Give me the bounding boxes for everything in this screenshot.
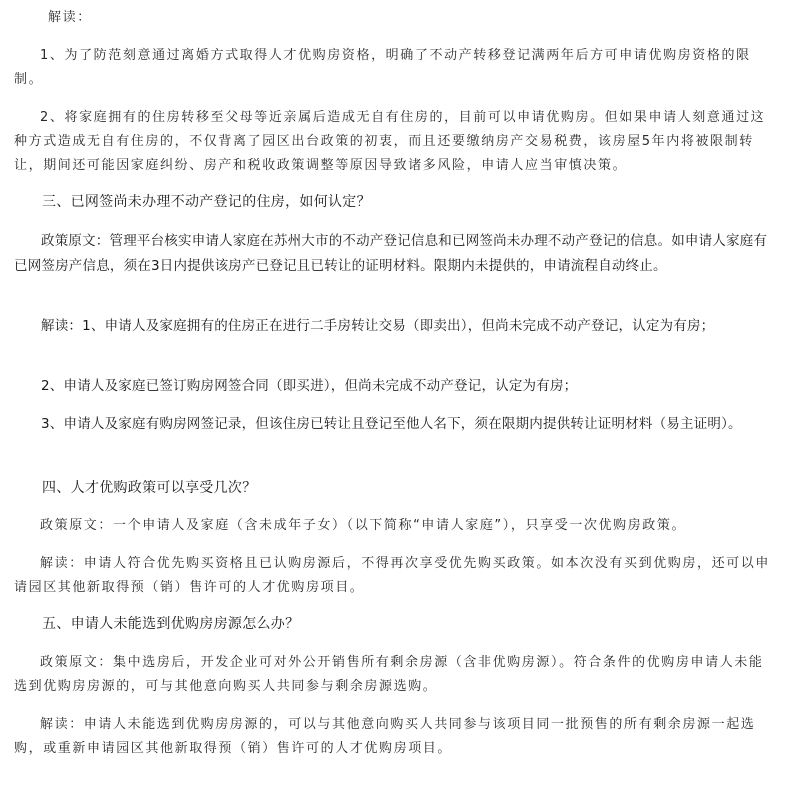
section-4-policy-text: 政策原文：一个申请人及家庭（含未成年子女）（以下简称“申请人家庭”），只享受一次优购房政策。 [40,518,687,533]
section-5-reading: 解读：申请人未能选到优购房房源的，可以与其他意向购买人共同参与该项目同一批预售的所有剩余房源一起选购，或重新申请园区其他新取得预（销）售许可的人才优购房项目。 [14,717,756,756]
section-3-policy-text: 政策原文：管理平台核实申请人家庭在苏州大市的不动产登记信息和已网签尚未办理不动产登记的信息。如申请人家庭有已网签房产信息，须在3日内提供该房产已登记且已转让的证明材料。限期内未提供的，申请流程自动终止。 [14,233,768,274]
section-3-heading: 三、已网签尚未办理不动产登记的住房，如何认定？ [42,194,371,210]
reading-item-1: 1、为了防范刻意通过离婚方式取得人才优购房资格，明确了不动产转移登记满两年后方可申请优购房资格的限制。 [14,48,751,87]
section-4-heading: 四、人才优购政策可以享受几次？ [42,480,257,496]
section-3-reading-3: 3、申请人及家庭有购房网签记录，但该住房已转让且登记至他人名下，须在限期内提供转让证明材料（易主证明）。 [41,416,742,432]
reading-item-2: 2、将家庭拥有的住房转移至父母等近亲属后造成无自有住房的，目前可以申请优购房。但如果申请人刻意通过这种方式造成无自有住房的，不仅背离了园区出台政策的初衷，而且还要缴纳房产交易税费，该房屋5年内将被限制转让，期间还可能因家庭纠纷、房产和税收政策调整等原因导致诸多风险，申请人应当审慎决策。 [14,110,766,173]
reading-label: 解读： [48,10,92,25]
section-3-reading-2: 2、申请人及家庭已签订购房网签合同（即买进），但尚未完成不动产登记，认定为有房； [41,378,578,394]
section-5-policy-text: 政策原文：集中选房后，开发企业可对外公开销售所有剩余房源（含非优购房源）。符合条件的优购房申请人未能选到优购房房源的，可与其他意向购买人共同参与剩余房源选购。 [14,655,764,694]
section-4-reading: 解读：申请人符合优先购买资格且已认购房源后，不得再次享受优先购买政策。如本次没有买到优购房，还可以申请园区其他新取得预（销）售许可的人才优购房项目。 [14,556,771,595]
section-3-reading-1: 解读：1、申请人及家庭拥有的住房正在进行二手房转让交易（即卖出），但尚未完成不动产登记，认定为有房； [41,318,715,334]
section-5-heading: 五、申请人未能选到优购房房源怎么办？ [42,616,300,632]
